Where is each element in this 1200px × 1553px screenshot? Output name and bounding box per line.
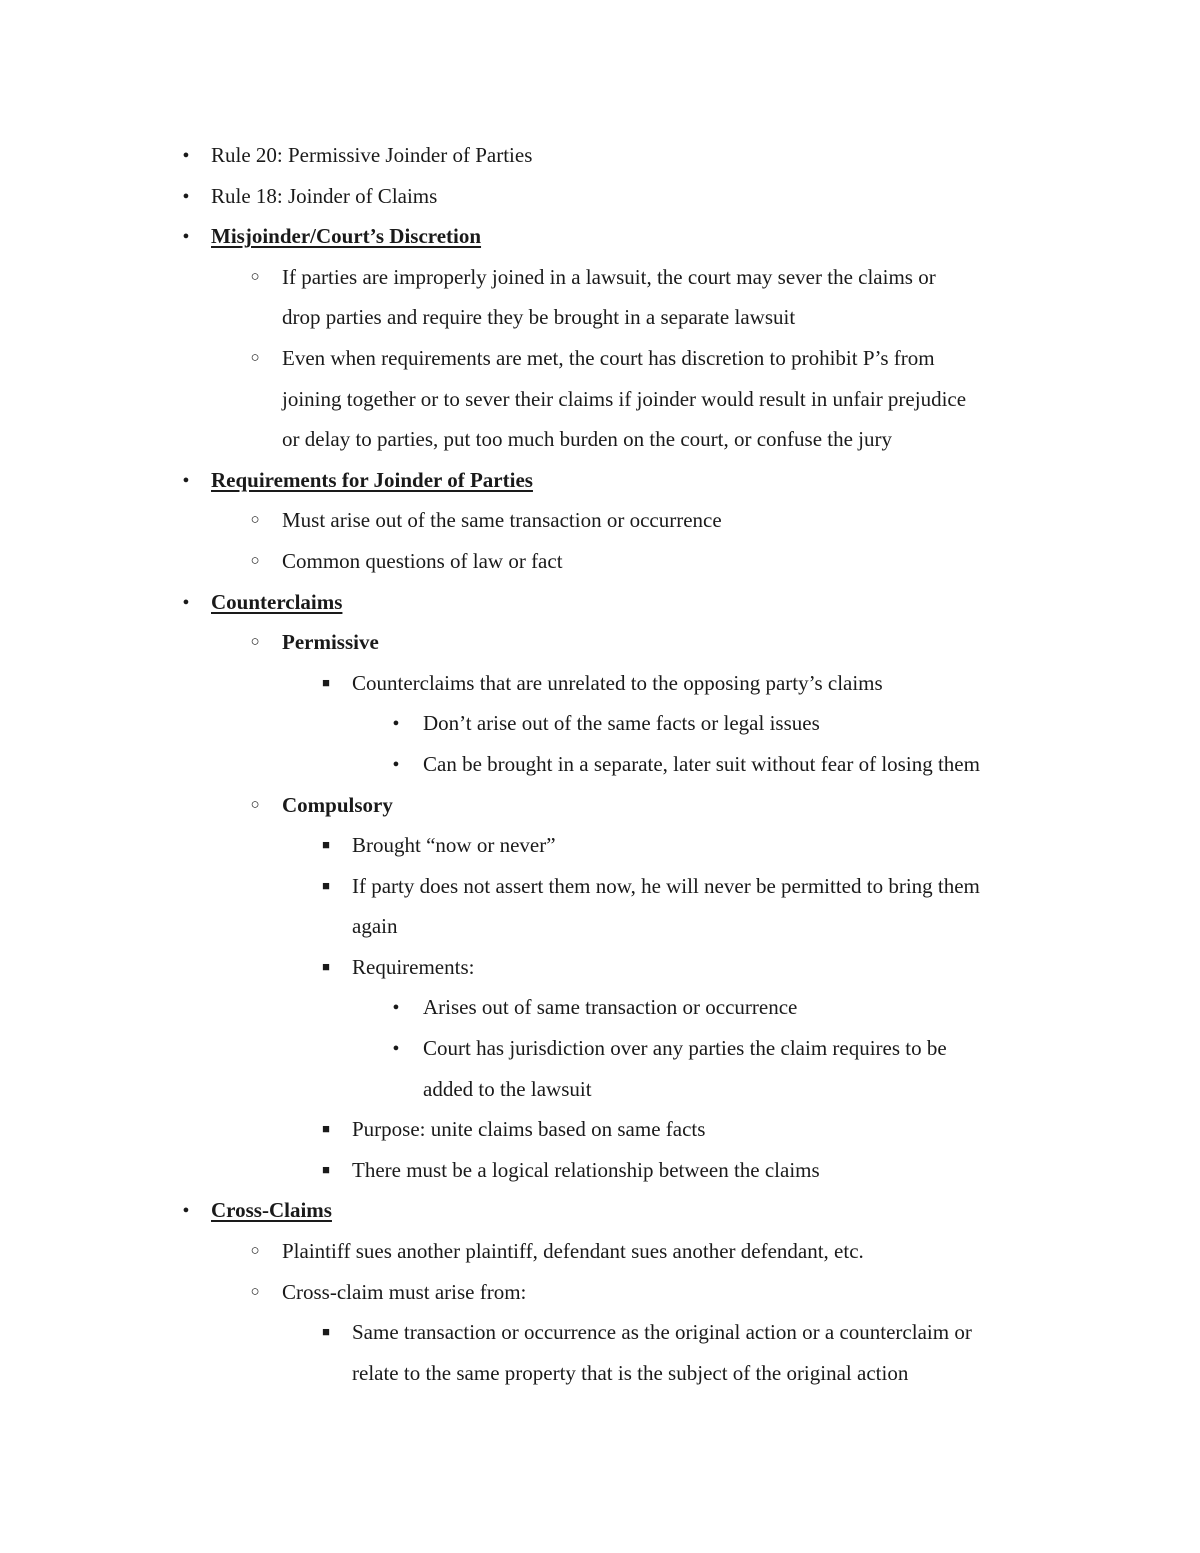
list-item bbox=[0, 663, 1200, 704]
list-item-text: Cross-claim must arise from: bbox=[282, 1279, 527, 1304]
outline-list bbox=[0, 135, 1200, 1393]
subheading-text: Compulsory bbox=[282, 792, 393, 817]
list-item bbox=[0, 1312, 1200, 1353]
bullet-icon bbox=[176, 176, 196, 217]
circle-bullet-icon bbox=[245, 338, 265, 380]
list-item-text: Same transaction or occurrence as the original action or a counterclaim or bbox=[352, 1320, 972, 1345]
bullet-icon bbox=[176, 582, 196, 623]
heading-text: Misjoinder/Court’s Discretion bbox=[211, 224, 482, 249]
section-heading-crossclaims bbox=[0, 1190, 1200, 1231]
list-item bbox=[0, 541, 1200, 582]
list-item bbox=[0, 500, 1200, 541]
square-bullet-icon bbox=[316, 866, 336, 908]
list-item-text: Court has jurisdiction over any parties the claim requires to be bbox=[423, 1036, 947, 1061]
bullet-icon bbox=[176, 1190, 196, 1231]
section-heading-counterclaims bbox=[0, 582, 1200, 623]
list-item-text: If parties are improperly joined in a lawsuit, the court may sever the claims or bbox=[282, 264, 936, 289]
list-item-text: Purpose: unite claims based on same facts bbox=[352, 1117, 706, 1142]
list-item-text: Plaintiff sues another plaintiff, defendant sues another defendant, etc. bbox=[282, 1239, 864, 1264]
list-item-text: Must arise out of the same transaction or occurrence bbox=[282, 508, 722, 533]
subheading-text: Permissive bbox=[282, 630, 379, 655]
list-item-text: or delay to parties, put too much burden on the court, or confuse the jury bbox=[282, 427, 893, 452]
square-bullet-icon bbox=[316, 947, 336, 989]
list-item bbox=[0, 176, 1200, 217]
bullet-icon bbox=[386, 744, 406, 785]
list-item-text: There must be a logical relationship between the claims bbox=[352, 1157, 820, 1182]
square-bullet-icon bbox=[316, 663, 336, 705]
heading-text: Cross-Claims bbox=[211, 1198, 332, 1223]
bullet-icon bbox=[176, 135, 196, 176]
list-item-text: Can be brought in a separate, later suit without fear of losing them bbox=[423, 751, 980, 776]
square-bullet-icon bbox=[316, 825, 336, 867]
list-item-text: again bbox=[352, 914, 398, 939]
list-item-continuation bbox=[0, 379, 1200, 420]
list-item bbox=[0, 987, 1200, 1028]
list-item-text: Arises out of same transaction or occurrence bbox=[423, 995, 798, 1020]
bullet-icon bbox=[386, 703, 406, 744]
circle-bullet-icon bbox=[245, 500, 265, 542]
list-item-text: Rule 18: Joinder of Claims bbox=[211, 183, 438, 208]
list-item bbox=[0, 1150, 1200, 1191]
list-item-continuation bbox=[0, 419, 1200, 460]
circle-bullet-icon bbox=[245, 541, 265, 583]
list-item-text: Common questions of law or fact bbox=[282, 548, 563, 573]
square-bullet-icon bbox=[316, 1150, 336, 1192]
list-item-text: Don’t arise out of the same facts or legal issues bbox=[423, 711, 820, 736]
list-item bbox=[0, 866, 1200, 907]
subheading-permissive bbox=[0, 622, 1200, 663]
section-heading-requirements bbox=[0, 460, 1200, 501]
list-item-text: Brought “now or never” bbox=[352, 833, 556, 858]
subheading-compulsory bbox=[0, 785, 1200, 826]
circle-bullet-icon bbox=[245, 785, 265, 827]
bullet-icon bbox=[386, 1028, 406, 1069]
list-item bbox=[0, 338, 1200, 379]
list-item-text: If party does not assert them now, he will never be permitted to bring them bbox=[352, 873, 980, 898]
square-bullet-icon bbox=[316, 1312, 336, 1354]
circle-bullet-icon bbox=[245, 1231, 265, 1273]
list-item-continuation bbox=[0, 1069, 1200, 1110]
list-item-text: Counterclaims that are unrelated to the opposing party’s claims bbox=[352, 670, 883, 695]
list-item bbox=[0, 947, 1200, 988]
bullet-icon bbox=[176, 460, 196, 501]
list-item-text: Even when requirements are met, the court has discretion to prohibit P’s from bbox=[282, 345, 935, 370]
list-item-text: joining together or to sever their claims if joinder would result in unfair prejudice bbox=[282, 386, 967, 411]
list-item-text: Rule 20: Permissive Joinder of Parties bbox=[211, 143, 533, 167]
list-item bbox=[0, 1109, 1200, 1150]
list-item-continuation bbox=[0, 906, 1200, 947]
list-item bbox=[0, 1272, 1200, 1313]
square-bullet-icon bbox=[316, 1109, 336, 1151]
bullet-icon bbox=[386, 987, 406, 1028]
circle-bullet-icon bbox=[245, 622, 265, 664]
list-item bbox=[0, 744, 1200, 785]
section-heading-misjoinder bbox=[0, 216, 1200, 257]
heading-text: Requirements for Joinder of Parties bbox=[211, 467, 533, 492]
circle-bullet-icon bbox=[245, 1272, 265, 1314]
list-item bbox=[0, 1231, 1200, 1272]
list-item-text: relate to the same property that is the subject of the original action bbox=[352, 1360, 909, 1385]
list-item-continuation bbox=[0, 1353, 1200, 1394]
list-item bbox=[0, 1028, 1200, 1069]
heading-text: Counterclaims bbox=[211, 589, 343, 614]
list-item bbox=[0, 703, 1200, 744]
list-item bbox=[0, 135, 1200, 176]
list-item-text: Requirements: bbox=[352, 954, 475, 979]
list-item-continuation bbox=[0, 297, 1200, 338]
list-item-text: drop parties and require they be brought in a separate lawsuit bbox=[282, 305, 796, 330]
list-item bbox=[0, 825, 1200, 866]
circle-bullet-icon bbox=[245, 257, 265, 299]
list-item bbox=[0, 257, 1200, 298]
list-item-text: added to the lawsuit bbox=[423, 1076, 592, 1101]
bullet-icon bbox=[176, 216, 196, 257]
